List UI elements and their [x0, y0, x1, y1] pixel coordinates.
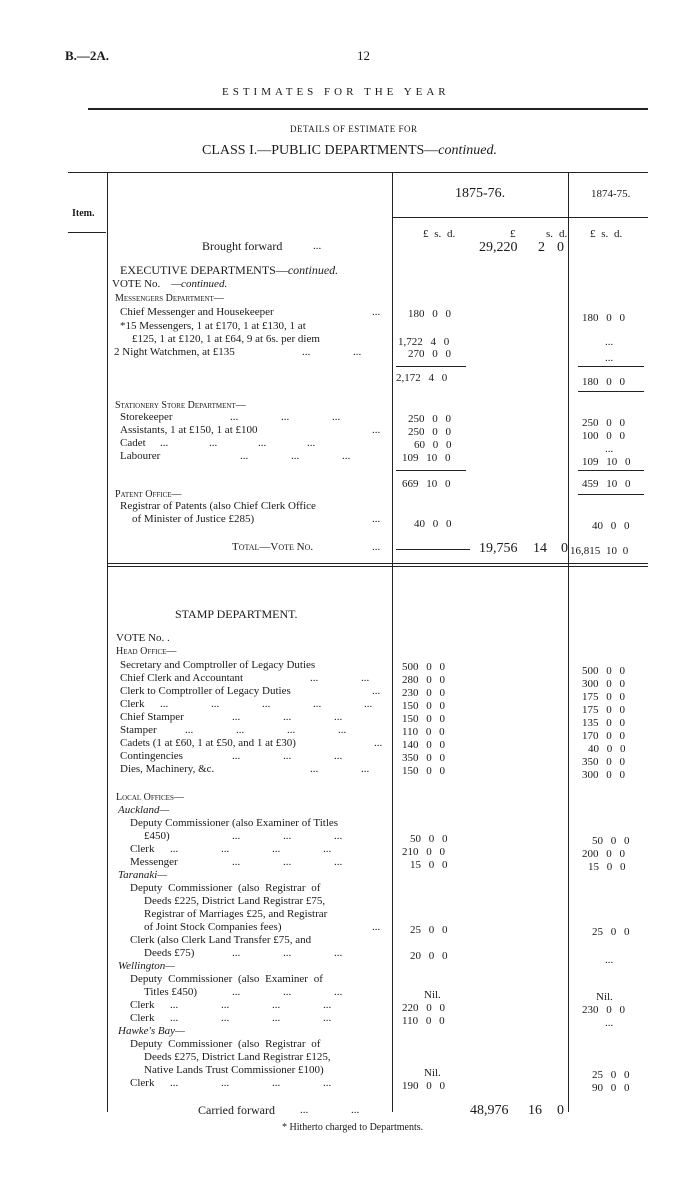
stamp-vote: VOTE No. . — [116, 632, 170, 644]
taranaki-heading: Taranaki— — [118, 869, 168, 881]
stationery-total-a: 669 10 0 — [402, 478, 451, 490]
vote-line: VOTE No. —continued. — [112, 278, 228, 290]
auckland-heading: Auckland— — [118, 804, 170, 816]
stationery-total-c: 459 10 0 — [582, 478, 631, 490]
total-vote-previous: 16,815 10 0 — [570, 545, 629, 557]
stationery-heading: Stationery Store Department— — [115, 400, 246, 411]
messengers-total-a: 2,172 4 0 — [396, 372, 448, 384]
exec-heading: EXECUTIVE DEPARTMENTS—continued. — [120, 263, 339, 277]
patent-heading: Patent Office— — [115, 489, 182, 500]
wellington-heading: Wellington— — [118, 960, 176, 972]
year-previous-header: 1874-75. — [591, 188, 631, 200]
page-ref: B.—2A. — [65, 48, 110, 63]
hawkes-bay-heading: Hawke's Bay— — [118, 1025, 185, 1037]
table-top-rule — [68, 172, 648, 173]
messengers-heading: Messengers Department— — [115, 293, 224, 304]
stamp-heading: STAMP DEPARTMENT. — [175, 607, 298, 621]
total-vote-amount: 19,756 — [479, 541, 518, 556]
lsd-header-b-pound: £ — [510, 228, 516, 240]
carried-forward-label: Carried forward — [198, 1103, 275, 1117]
page-title: ESTIMATES FOR THE YEAR — [222, 86, 450, 98]
lsd-header-c: £ s. d. — [590, 228, 623, 240]
class-title-main: CLASS I.—PUBLIC DEPARTMENTS— — [202, 143, 439, 158]
year-current-header: 1875-76. — [455, 186, 506, 201]
class-title — [202, 143, 497, 159]
lsd-header-a: £ s. d. — [423, 228, 456, 240]
page-number: 12 — [357, 48, 370, 63]
details-heading: DETAILS OF ESTIMATE FOR — [290, 124, 418, 134]
local-offices-heading: Local Offices— — [116, 792, 184, 803]
lsd-header-b-s: s. — [546, 228, 554, 240]
head-office-heading: Head Office— — [116, 646, 177, 657]
total-vote-label: Total—Vote No. — [232, 541, 314, 553]
carried-forward-amount: 48,976 — [470, 1103, 509, 1118]
brought-forward-amount: 29,220 — [479, 240, 518, 255]
messengers-total-c: 180 0 0 — [582, 376, 625, 388]
class-title-continued: continued. — [438, 143, 498, 158]
item-column-rule — [107, 172, 108, 1112]
brought-forward-label: Brought forward — [202, 239, 283, 253]
item-column-header: Item. — [72, 208, 95, 219]
footnote: * Hitherto charged to Departments. — [282, 1122, 424, 1133]
lsd-header-b-d: d. — [559, 228, 568, 240]
